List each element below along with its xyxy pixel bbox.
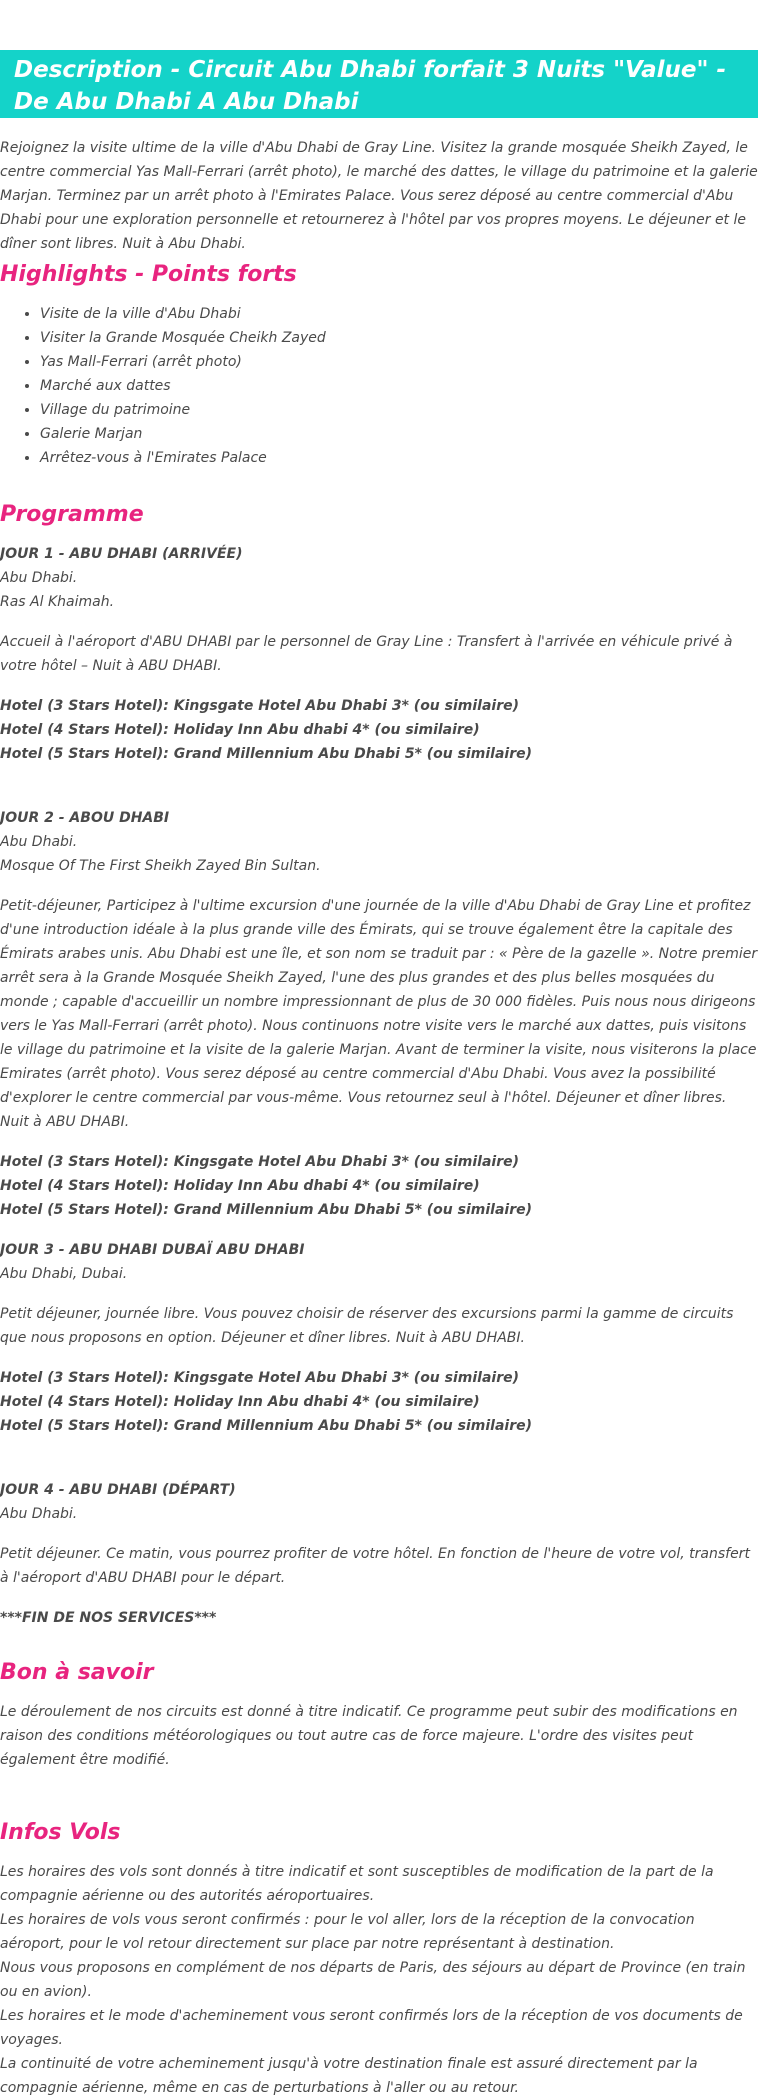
day-place: Ras Al Khaimah. [0, 594, 115, 610]
day-text: Accueil à l'aéroport d'ABU DHABI par le personnel de Gray Line : Transfert à l'arrivée en véhicule privé à votre hôtel – Nuit à ABU DHABI. [0, 634, 733, 674]
infos-vols-line: Les horaires de vols vous seront confirmés : pour le vol aller, lors de la réception de la convocation aéroport, pour le vol retour directement sur place par notre représentant à destination. [0, 1912, 695, 1952]
day-place: Abu Dhabi. [0, 1506, 78, 1522]
day-4 [0, 1478, 758, 1630]
day-text: Petit déjeuner. Ce matin, vous pourrez profiter de votre hôtel. En fonction de l'heure de votre vol, transfert à l'aéroport d'ABU DHABI pour le départ. [0, 1546, 750, 1586]
hotel-line: Hotel (5 Stars Hotel): Grand Millennium Abu Dhabi 5* (ou similaire) [0, 1202, 533, 1218]
programme-heading: Programme [0, 502, 144, 527]
day-title: JOUR 3 - ABU DHABI DUBAÏ ABU DHABI [0, 1242, 305, 1258]
title-banner [0, 50, 758, 118]
day-title: JOUR 4 - ABU DHABI (DÉPART) [0, 1482, 236, 1498]
highlights-list [0, 302, 758, 470]
infos-vols-heading: Infos Vols [0, 1820, 121, 1845]
list-item: • Yas Mall-Ferrari (arrêt photo) [40, 350, 758, 374]
list-item: • Marché aux dattes [40, 374, 758, 398]
hotel-line: Hotel (5 Stars Hotel): Grand Millennium Abu Dhabi 5* (ou similaire) [0, 1418, 533, 1434]
list-item: • Arrêtez-vous à l'Emirates Palace [40, 446, 758, 470]
list-item: • Visite de la ville d'Abu Dhabi [40, 302, 758, 326]
intro-text: Rejoignez la visite ultime de la ville d'Abu Dhabi de Gray Line. Visitez la grande mosquée Sheikh Zayed, le centre commercial Yas Mall-Ferrari (arrêt photo), le marché des dattes, le village du patrimoine et la galerie Marjan. Terminez par un arrêt photo à l'Emirates Palace. Vous serez déposé au centre commercial d'Abu Dhabi pour une exploration personnelle et retournerez à l'hôtel par vos propres moyens. Le déjeuner et le dîner sont libres. Nuit à Abu Dhabi. [0, 140, 758, 252]
day-title: JOUR 2 - ABOU DHABI [0, 810, 170, 826]
infos-vols-line: Nous vous proposons en complément de nos départs de Paris, des séjours au départ de Province (en train ou en avion). [0, 1960, 746, 2000]
day-place: Mosque Of The First Sheikh Zayed Bin Sultan. [0, 858, 321, 874]
bon-a-savoir-text: Le déroulement de nos circuits est donné à titre indicatif. Ce programme peut subir des modifications en raison des conditions météorologiques ou tout autre cas de force majeure. L'ordre des visites peut également être modifié. [0, 1704, 738, 1768]
day-place: Abu Dhabi, Dubai. [0, 1266, 128, 1282]
highlights-heading: Highlights - Points forts [0, 262, 297, 287]
hotel-line: Hotel (4 Stars Hotel): Holiday Inn Abu dhabi 4* (ou similaire) [0, 1394, 480, 1410]
day-title: JOUR 1 - ABU DHABI (ARRIVÉE) [0, 546, 243, 562]
day-place: Abu Dhabi. [0, 834, 78, 850]
page-title: Description - Circuit Abu Dhabi forfait 3 Nuits "Value" - De Abu Dhabi A Abu Dhabi [14, 57, 726, 115]
hotel-line: Hotel (4 Stars Hotel): Holiday Inn Abu dhabi 4* (ou similaire) [0, 722, 480, 738]
hotel-line: Hotel (3 Stars Hotel): Kingsgate Hotel Abu Dhabi 3* (ou similaire) [0, 1370, 520, 1386]
infos-vols-line: Les horaires et le mode d'acheminement vous seront confirmés lors de la réception de vos documents de voyages. [0, 2008, 743, 2048]
day-2 [0, 806, 758, 1222]
day-text: Petit-déjeuner, Participez à l'ultime excursion d'une journée de la ville d'Abu Dhabi de Gray Line et profitez d'une introduction idéale à la plus grande ville des Émirats, qui se trouve également être la capitale des Émirats arabes unis. Abu Dhabi est une île, et son nom se traduit par : « Père de la gazelle ». Notre premier arrêt sera à la Grande Mosquée Sheikh Zayed, l'une des plus grandes et des plus belles mosquées du monde ; capable d'accueillir un nombre impressionnant de plus de 30 000 fidèles. Puis nous nous dirigeons vers le Yas Mall-Ferrari (arrêt photo). Nous continuons notre visite vers le marché aux dattes, puis visitons le village du patrimoine et la visite de la galerie Marjan. Avant de terminer la visite, nous visiterons la place Emirates (arrêt photo). Vous serez déposé au centre commercial d'Abu Dhabi. Vous avez la possibilité d'explorer le centre commercial par vous-même. Vous retournez seul à l'hôtel. Déjeuner et dîner libres. Nuit à ABU DHABI. [0, 898, 758, 1130]
bon-a-savoir-heading: Bon à savoir [0, 1660, 154, 1685]
hotel-line: Hotel (3 Stars Hotel): Kingsgate Hotel Abu Dhabi 3* (ou similaire) [0, 698, 520, 714]
day-3 [0, 1238, 758, 1438]
hotel-line: Hotel (3 Stars Hotel): Kingsgate Hotel Abu Dhabi 3* (ou similaire) [0, 1154, 520, 1170]
day-text: Petit déjeuner, journée libre. Vous pouvez choisir de réserver des excursions parmi la gamme de circuits que nous proposons en option. Déjeuner et dîner libres. Nuit à ABU DHABI. [0, 1306, 734, 1346]
infos-vols-text [0, 1860, 758, 2100]
hotel-line: Hotel (5 Stars Hotel): Grand Millennium Abu Dhabi 5* (ou similaire) [0, 746, 533, 762]
list-item: • Visiter la Grande Mosquée Cheikh Zayed [40, 326, 758, 350]
list-item: • Village du patrimoine [40, 398, 758, 422]
day-place: Abu Dhabi. [0, 570, 78, 586]
hotel-line: Hotel (4 Stars Hotel): Holiday Inn Abu dhabi 4* (ou similaire) [0, 1178, 480, 1194]
infos-vols-line: La continuité de votre acheminement jusqu'à votre destination finale est assuré directement par la compagnie aérienne, même en cas de perturbations à l'aller ou au retour. [0, 2056, 698, 2096]
infos-vols-line: Les horaires des vols sont donnés à titre indicatif et sont susceptibles de modification de la part de la compagnie aérienne ou des autorités aéroportuaires. [0, 1864, 714, 1904]
end-of-services: ***FIN DE NOS SERVICES*** [0, 1610, 217, 1626]
list-item: • Galerie Marjan [40, 422, 758, 446]
day-1 [0, 542, 758, 766]
